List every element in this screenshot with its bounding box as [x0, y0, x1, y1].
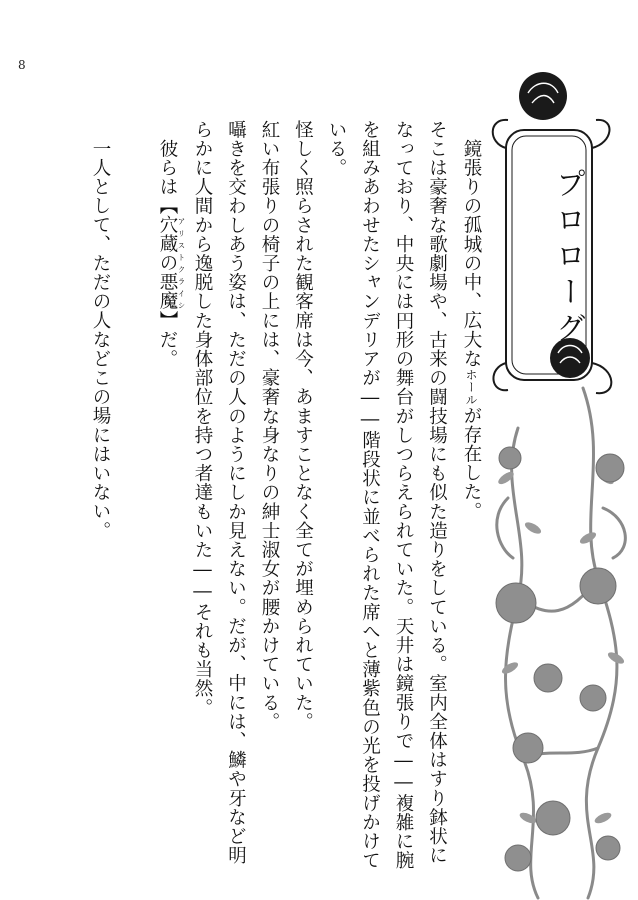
page-number: 8: [18, 58, 26, 72]
chapter-title: プロローグ: [550, 168, 585, 348]
thorn-leaves: [496, 470, 625, 826]
paragraph-text: 】だ。: [157, 310, 178, 368]
body-text: [50, 120, 488, 880]
ruby-reading: アリストクライシ: [177, 214, 186, 311]
ruby-term: [157, 214, 186, 311]
paragraph-6: [151, 120, 186, 880]
paragraph-3: 怪しく照らされた観客席は今、あますことなく全てが埋められていた。: [292, 120, 314, 732]
paragraph-text: が存在した。: [461, 405, 482, 521]
paragraph-text: 鏡張りの孤城の中、広大な: [461, 138, 482, 368]
paragraph-2: そこは豪奢な歌劇場や、古来の闘技場にも似た造りをしている。室内全体はすり鉢状になっており、中央には円形の舞台がしつらえられていた。天井は鏡張りで――複雑に腕を組みあわせたシャンデリアが――階段状に並べられた席へと薄紫色の光を投げかけている。: [326, 120, 448, 870]
paragraph-5: 囁きを交わしあう姿は、ただの人のようにしか見えない。だが、中には、鱗や牙など明らかに人間から逸脱した身体部位を持つ者達もいた――それも当然。: [192, 120, 247, 865]
paragraph-7: 一人として、ただの人などこの場にはいない。: [90, 138, 111, 540]
paragraph-4: 紅い布張りの椅子の上には、豪奢な身なりの紳士淑女が腰かけている。: [259, 120, 280, 732]
ruby-base: 穴蔵の悪魔: [157, 214, 178, 311]
paragraph-1: [454, 120, 489, 880]
paragraph-text: 彼らは【: [157, 138, 178, 215]
paragraph-small-text: ホール: [464, 367, 478, 406]
